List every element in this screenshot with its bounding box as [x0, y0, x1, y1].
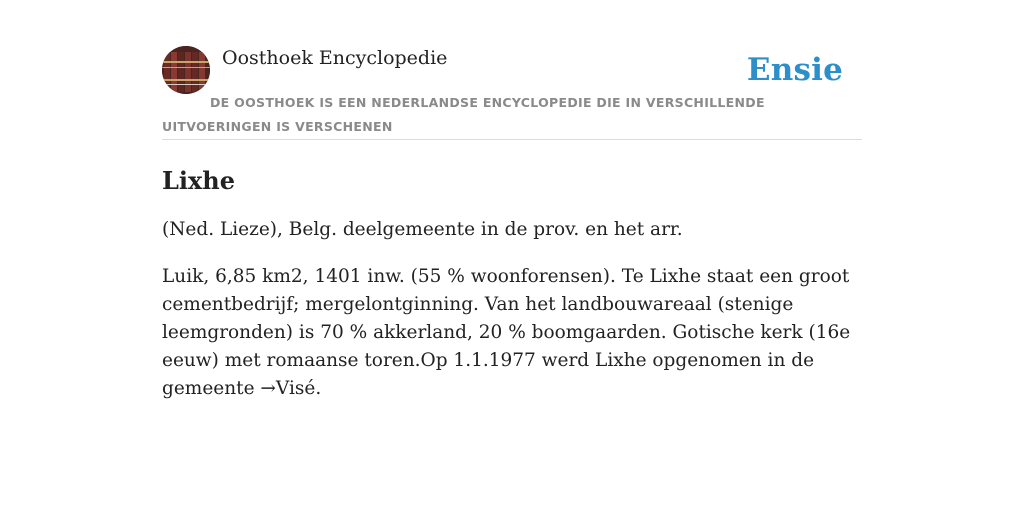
- ensie-logo[interactable]: Ensie: [746, 52, 843, 88]
- entry-paragraph-2-end: .: [315, 378, 322, 399]
- entry-paragraph-1: (Ned. Lieze), Belg. deelgemeente in de prov. en het arr.: [162, 219, 683, 240]
- encyclopedia-books-icon[interactable]: [162, 46, 210, 94]
- site-title[interactable]: Oosthoek Encyclopedie: [222, 47, 448, 69]
- entry-paragraph-2-text: Luik, 6,85 km2, 1401 inw. (55 % woonforensen). Te Lixhe staat een groot cementbedrijf; mergelontginning. Van het landbouwareaal (stenige leemgronden) is 70 % akkerland, 20 % boomgaarden. Gotische kerk (16e eeuw) met romaanse toren.Op 1.1.1977 werd Lixhe opgenomen in de gemeente: [162, 266, 851, 399]
- site-tagline: DE OOSTHOEK IS EEN NEDERLANDSE ENCYCLOPEDIE DIE IN VERSCHILLENDE UITVOERINGEN IS VERSCHENEN: [162, 95, 765, 134]
- entry-paragraph-2: [162, 263, 862, 403]
- page-container: [162, 46, 862, 399]
- site-header: [162, 46, 862, 140]
- entry-title: Lixhe: [162, 166, 236, 195]
- vise-link[interactable]: →Visé: [260, 378, 316, 399]
